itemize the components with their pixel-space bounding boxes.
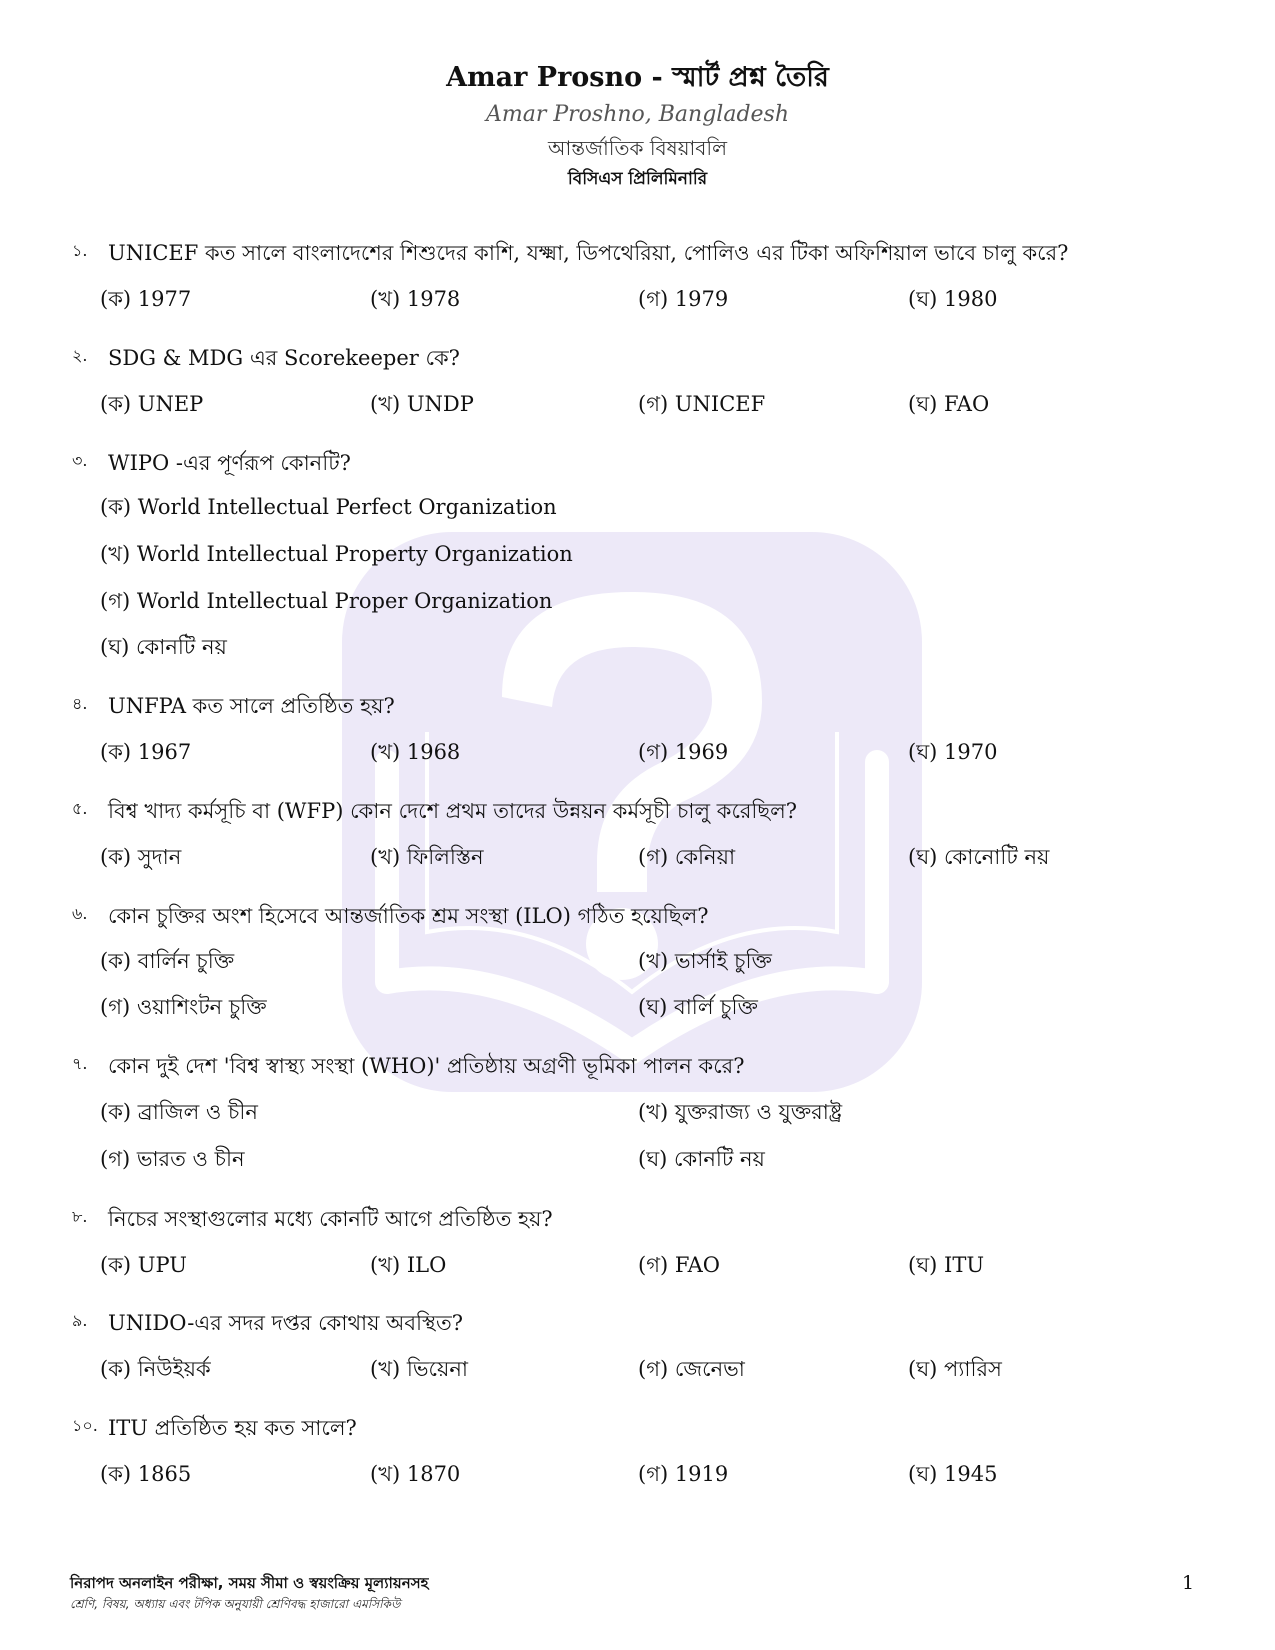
question-10 (72, 1411, 357, 1443)
footer-subtagline: শ্রেণি, বিষয়, অধ্যায় এবং টপিক অনুযায়ী শ্রেণিবদ্ধ হাজারো এমসিকিউ (70, 1597, 401, 1611)
option-ga: (গ) UNICEF (638, 392, 766, 416)
option-ga: (গ) 1969 (638, 740, 729, 764)
question-5 (72, 794, 797, 826)
option-ga: (গ) কেনিয়া (638, 845, 736, 869)
question-text: UNFPA কত সালে প্রতিষ্ঠিত হয়? (108, 694, 395, 718)
question-number: ৪. (72, 694, 88, 713)
option-gha: (ঘ) বার্লি চুক্তি (638, 995, 758, 1019)
option-gha: (ঘ) কোনটি নয় (638, 1147, 765, 1171)
question-text: ITU প্রতিষ্ঠিত হয় কত সালে? (108, 1416, 357, 1440)
option-gha: (ঘ) 1945 (908, 1462, 998, 1486)
option-kha: (খ) ফিলিস্তিন (370, 845, 484, 869)
question-3 (72, 446, 351, 478)
question-number: ১. (72, 241, 88, 260)
option-kha: (খ) 1968 (370, 740, 461, 764)
question-number: ৮. (72, 1207, 88, 1226)
question-text: বিশ্ব খাদ্য কর্মসূচি বা (WFP) কোন দেশে প্রথম তাদের উন্নয়ন কর্মসূচী চালু করেছিল? (108, 799, 798, 823)
question-text: কোন চুক্তির অংশ হিসেবে আন্তর্জাতিক শ্রম সংস্থা (ILO) গঠিত হয়েছিল? (108, 904, 709, 928)
option-kha: (খ) World Intellectual Property Organization (100, 542, 573, 566)
question-number: ৯. (72, 1311, 88, 1330)
question-text: UNICEF কত সালে বাংলাদেশের শিশুদের কাশি, যক্ষ্মা, ডিপথেরিয়া, পোলিও এর টিকা অফিশিয়াল ভাবে চালু করে? (108, 241, 1069, 265)
option-ka: (ক) UNEP (100, 392, 204, 416)
document-header (0, 58, 1275, 194)
question-text: UNIDO-এর সদর দপ্তর কোথায় অবস্থিত? (108, 1311, 463, 1335)
option-ga: (গ) World Intellectual Proper Organization (100, 589, 553, 613)
option-ka: (ক) World Intellectual Perfect Organization (100, 495, 557, 519)
question-8 (72, 1202, 553, 1234)
document-title: Amar Prosno - স্মার্ট প্রশ্ন তৈরি (446, 62, 829, 93)
option-gha: (ঘ) প্যারিস (908, 1357, 1002, 1381)
question-4 (72, 689, 395, 721)
question-number: ৫. (72, 799, 88, 818)
question-text: WIPO -এর পূর্ণরূপ কোনটি? (108, 451, 351, 475)
option-ka: (ক) 1977 (100, 287, 192, 311)
question-number: ২. (72, 346, 88, 365)
option-ka: (ক) 1865 (100, 1462, 192, 1486)
question-1 (72, 236, 1068, 268)
option-ka: (ক) বার্লিন চুক্তি (100, 949, 235, 973)
document-subtitle: Amar Proshno, Bangladesh (485, 102, 790, 127)
question-number: ৭. (72, 1054, 88, 1073)
option-kha: (খ) ভিয়েনা (370, 1357, 468, 1381)
option-kha: (খ) ILO (370, 1253, 447, 1277)
option-ka: (ক) UPU (100, 1253, 187, 1277)
option-ga: (গ) 1979 (638, 287, 729, 311)
subject-heading: আন্তর্জাতিক বিষয়াবলি (547, 136, 728, 160)
option-kha: (খ) 1870 (370, 1462, 461, 1486)
option-gha: (ঘ) ITU (908, 1253, 985, 1277)
option-ka: (ক) ব্রাজিল ও চীন (100, 1100, 258, 1124)
question-text: কোন দুই দেশ 'বিশ্ব স্বাস্থ্য সংস্থা (WHO)' প্রতিষ্ঠায় অগ্রণী ভূমিকা পালন করে? (108, 1054, 745, 1078)
question-number: ৬. (72, 904, 88, 923)
option-kha: (খ) UNDP (370, 392, 474, 416)
question-2 (72, 341, 460, 373)
question-text: নিচের সংস্থাগুলোর মধ্যে কোনটি আগে প্রতিষ্ঠিত হয়? (108, 1207, 553, 1231)
question-6 (72, 899, 709, 931)
footer-tagline: নিরাপদ অনলাইন পরীক্ষা, সময় সীমা ও স্বয়ংক্রিয় মূল্যায়নসহ (70, 1574, 429, 1592)
option-ga: (গ) জেনেভা (638, 1357, 745, 1381)
option-gha: (ঘ) কোনোটি নয় (908, 845, 1050, 869)
option-ka: (ক) নিউইয়র্ক (100, 1357, 211, 1381)
option-ka: (ক) সুদান (100, 845, 182, 869)
page-number: 1 (1182, 1572, 1195, 1594)
option-ga: (গ) 1919 (638, 1462, 729, 1486)
question-number: ৩. (72, 451, 88, 470)
option-gha: (ঘ) কোনটি নয় (100, 635, 227, 659)
question-9 (72, 1306, 463, 1338)
option-gha: (ঘ) 1980 (908, 287, 998, 311)
option-gha: (ঘ) FAO (908, 392, 990, 416)
question-7 (72, 1049, 744, 1081)
option-kha: (খ) যুক্তরাজ্য ও যুক্তরাষ্ট্র (638, 1100, 843, 1124)
option-kha: (খ) 1978 (370, 287, 461, 311)
option-ga: (গ) FAO (638, 1253, 720, 1277)
option-ga: (গ) ভারত ও চীন (100, 1147, 245, 1171)
option-ga: (গ) ওয়াশিংটন চুক্তি (100, 995, 267, 1019)
exam-heading: বিসিএস প্রিলিমিনারি (567, 169, 708, 189)
option-gha: (ঘ) 1970 (908, 740, 998, 764)
option-kha: (খ) ভার্সাই চুক্তি (638, 949, 772, 973)
question-text: SDG & MDG এর Scorekeeper কে? (108, 346, 460, 370)
question-number: ১০. (72, 1416, 98, 1435)
option-ka: (ক) 1967 (100, 740, 192, 764)
